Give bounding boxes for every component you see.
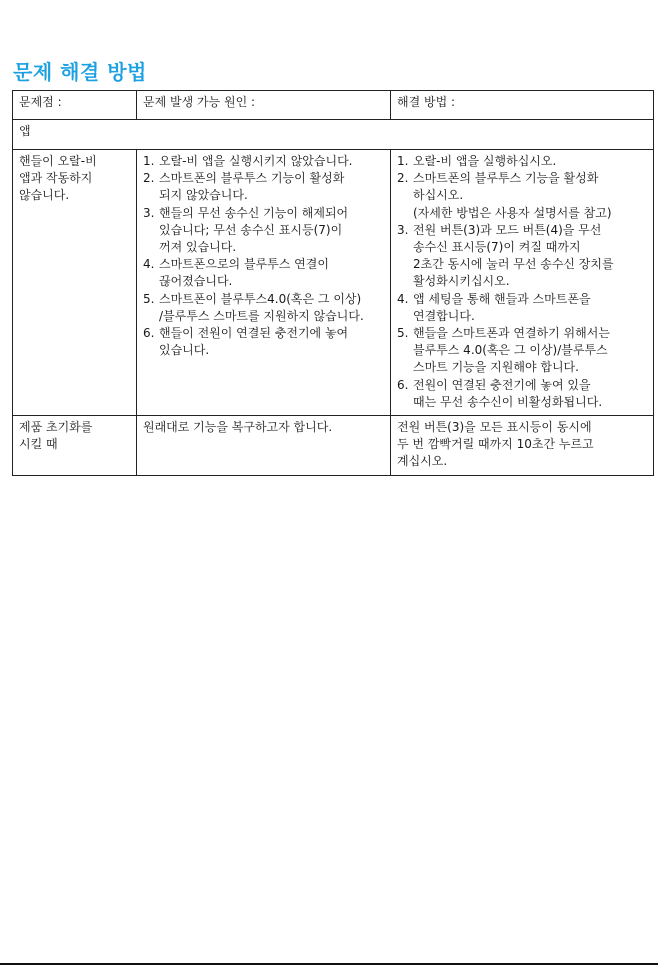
table-row (13, 150, 654, 416)
header-cause: 문제 발생 가능 원인 : (137, 91, 391, 120)
list-item (397, 222, 647, 291)
item-number: 4. (143, 257, 155, 272)
list-item (397, 325, 647, 377)
item-number: 3. (397, 222, 409, 237)
item-text: 핸들을 스마트폰과 연결하기 위해서는 블루투스 4.0(혹은 그 이상)/블루투스 스마트 기능을 지원해야 합니다. (413, 326, 610, 375)
item-number: 1. (143, 154, 155, 168)
list-item (397, 170, 647, 222)
solutions-cell: 전원 버튼(3)을 모든 표시등이 동시에 두 번 깜빡거릴 때까지 10초간 누르고 계십시오. (391, 416, 654, 476)
item-text: 스마트폰의 블루투스 기능이 활성화 되지 않았습니다. (159, 171, 345, 203)
troubleshooting-table (12, 90, 654, 476)
item-number: 1. (397, 154, 409, 168)
causes-list (143, 153, 384, 359)
item-text: 핸들이 전원이 연결된 충전기에 놓여 있습니다. (159, 326, 349, 358)
solutions-cell (391, 150, 654, 416)
list-item (143, 325, 384, 359)
item-text: 핸들의 무선 송수신 기능이 해제되어 있습니다; 무선 송수신 표시등(7)이 꺼져 있습니다. (159, 205, 349, 255)
item-number: 5. (397, 326, 409, 341)
list-item (143, 256, 384, 290)
item-number: 5. (143, 291, 155, 306)
item-number: 6. (143, 326, 155, 341)
problem-cell: 핸들이 오랄-비 앱과 작동하지 않습니다. (13, 150, 137, 416)
problem-cell: 제품 초기화를 시킬 때 (13, 416, 137, 476)
item-text: 스마트폰으로의 블루투스 연결이 끊어졌습니다. (159, 257, 329, 289)
solutions-list (397, 153, 647, 411)
list-item (143, 205, 384, 257)
causes-cell: 원래대로 기능을 복구하고자 합니다. (137, 416, 391, 476)
causes-cell (137, 150, 391, 416)
item-number: 6. (397, 377, 409, 392)
list-item (397, 377, 647, 411)
item-text: 오랄-비 앱을 실행시키지 않았습니다. (159, 154, 353, 168)
page-bottom-rule (0, 963, 658, 965)
section-label-app: 앱 (13, 120, 654, 150)
header-problem: 문제점 : (13, 91, 137, 120)
list-item (143, 153, 384, 170)
item-number: 3. (143, 205, 155, 220)
page-title: 문제 해결 방법 (13, 60, 147, 84)
item-text: 전원 버튼(3)과 모드 버튼(4)을 무선 송수신 표시등(7)이 켜질 때까지 2초간 동시에 눌러 무선 송수신 장치를 활성화시키십시오. (413, 222, 614, 289)
item-text: 오랄-비 앱을 실행하십시오. (413, 154, 557, 168)
list-item (143, 291, 384, 325)
section-row (13, 120, 654, 150)
list-item (397, 153, 647, 170)
table-row (13, 416, 654, 476)
item-number: 2. (143, 171, 155, 186)
header-solution: 해결 방법 : (391, 91, 654, 120)
item-text: 스마트폰의 블루투스 기능을 활성화 하십시오. (자세한 방법은 사용자 설명서를 참고) (413, 171, 612, 220)
item-text: 전원이 연결된 충전기에 놓여 있을 때는 무선 송수신이 비활성화됩니다. (413, 377, 603, 409)
table-header-row (13, 91, 654, 120)
list-item (143, 170, 384, 204)
item-number: 4. (397, 291, 409, 306)
list-item (397, 291, 647, 325)
item-number: 2. (397, 171, 409, 186)
item-text: 앱 세팅을 통해 핸들과 스마트폰을 연결합니다. (413, 291, 591, 323)
item-text: 스마트폰이 블루투스4.0(혹은 그 이상) /블루투스 스마트를 지원하지 않습니다. (159, 291, 364, 323)
